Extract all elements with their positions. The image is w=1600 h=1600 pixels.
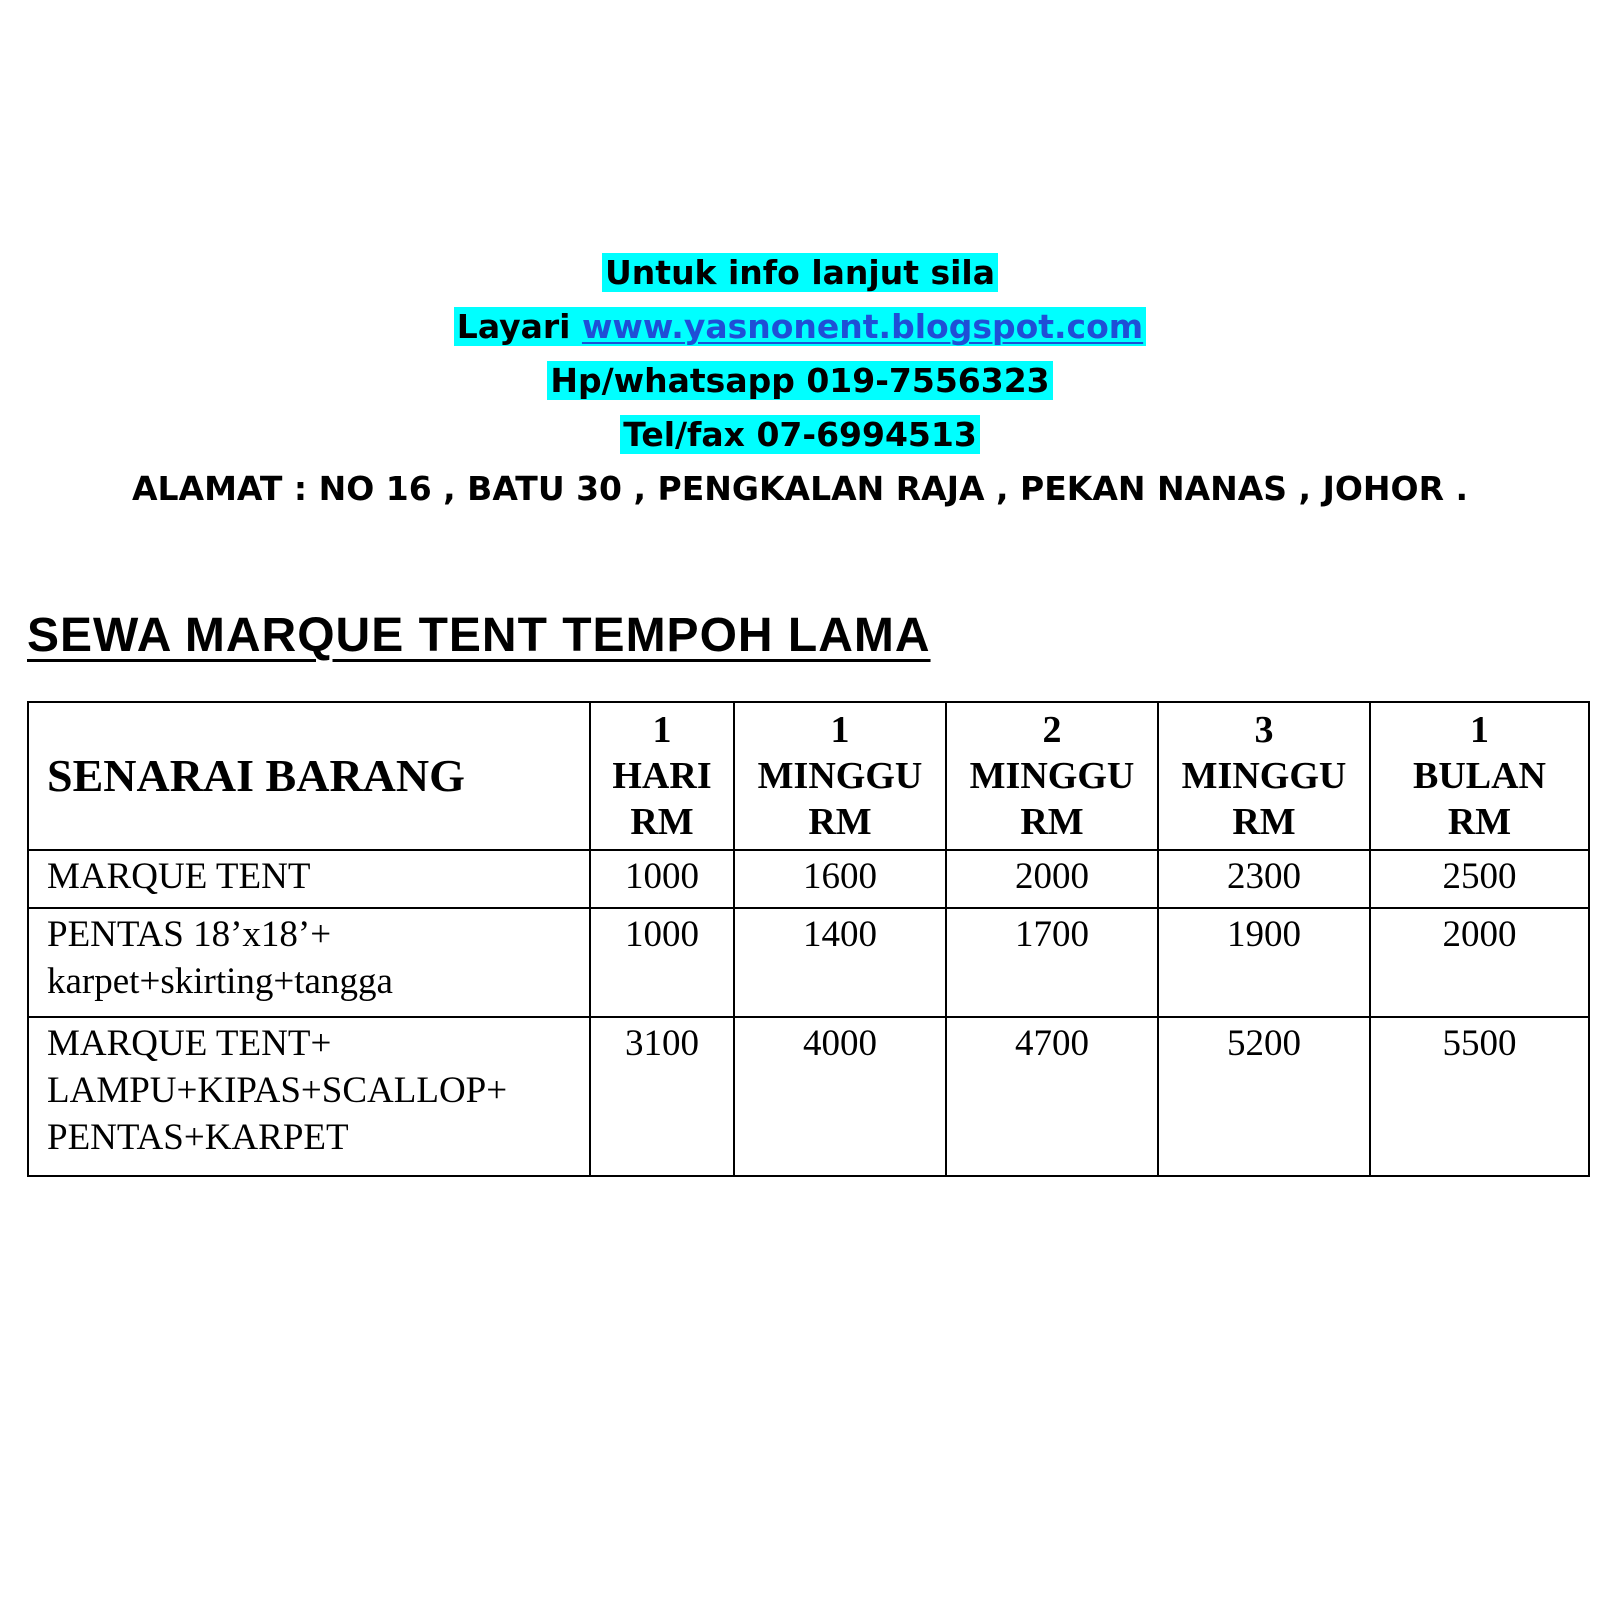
website-highlight bbox=[454, 307, 1146, 346]
price-cell: 1400 bbox=[734, 908, 946, 1017]
whatsapp-text: Hp/whatsapp 019-7556323 bbox=[547, 361, 1052, 400]
column-unit: MINGGU bbox=[757, 755, 923, 797]
page-title: SEWA MARQUE TENT TEMPOH LAMA bbox=[27, 609, 931, 662]
price-cell: 1000 bbox=[590, 908, 734, 1017]
table-row bbox=[28, 1017, 1589, 1176]
website-link[interactable]: www.yasnonent.blogspot.com bbox=[581, 307, 1144, 346]
column-unit: BULAN bbox=[1412, 755, 1547, 797]
contact-line-whatsapp bbox=[0, 354, 1600, 408]
column-currency: RM bbox=[1020, 801, 1084, 843]
column-header-3-minggu bbox=[1158, 702, 1370, 850]
item-line: MARQUE TENT+ bbox=[47, 1023, 332, 1064]
contact-line-info bbox=[0, 246, 1600, 300]
price-cell: 5200 bbox=[1158, 1017, 1370, 1176]
item-line: karpet+skirting+tangga bbox=[47, 961, 393, 1002]
column-currency: RM bbox=[1232, 801, 1296, 843]
table-header-row bbox=[28, 702, 1589, 850]
telfax-text: Tel/fax 07-6994513 bbox=[620, 415, 980, 454]
price-cell: 1900 bbox=[1158, 908, 1370, 1017]
column-unit: HARI bbox=[612, 755, 712, 797]
contact-line-website bbox=[0, 300, 1600, 354]
price-cell: 2000 bbox=[946, 850, 1158, 908]
price-cell: 2000 bbox=[1370, 908, 1589, 1017]
column-qty: 1 bbox=[652, 709, 672, 751]
item-line: MARQUE TENT bbox=[47, 856, 311, 897]
item-cell bbox=[28, 1017, 590, 1176]
address-text: ALAMAT : NO 16 , BATU 30 , PENGKALAN RAJA , PEKAN NANAS , JOHOR . bbox=[131, 469, 1469, 508]
table-row bbox=[28, 908, 1589, 1017]
price-cell: 5500 bbox=[1370, 1017, 1589, 1176]
column-unit: MINGGU bbox=[969, 755, 1135, 797]
column-unit: MINGGU bbox=[1181, 755, 1347, 797]
price-cell: 2300 bbox=[1158, 850, 1370, 908]
column-header-1-bulan bbox=[1370, 702, 1589, 850]
item-line: PENTAS 18’x18’+ bbox=[47, 914, 332, 955]
price-cell: 3100 bbox=[590, 1017, 734, 1176]
column-qty: 1 bbox=[1470, 709, 1489, 751]
contact-block bbox=[0, 246, 1600, 516]
table-row bbox=[28, 850, 1589, 908]
column-header-1-hari bbox=[590, 702, 734, 850]
price-cell: 4000 bbox=[734, 1017, 946, 1176]
column-currency: RM bbox=[808, 801, 872, 843]
price-cell: 1600 bbox=[734, 850, 946, 908]
item-column-header: SENARAI BARANG bbox=[28, 702, 590, 850]
price-cell: 1000 bbox=[590, 850, 734, 908]
website-prefix: Layari bbox=[456, 307, 582, 346]
contact-line-telfax bbox=[0, 408, 1600, 462]
column-header-1-minggu bbox=[734, 702, 946, 850]
item-cell bbox=[28, 850, 590, 908]
column-currency: RM bbox=[1447, 801, 1512, 843]
column-qty: 3 bbox=[1254, 709, 1274, 751]
column-qty: 1 bbox=[830, 709, 850, 751]
info-text: Untuk info lanjut sila bbox=[602, 253, 998, 292]
item-line: LAMPU+KIPAS+SCALLOP+ bbox=[47, 1070, 508, 1111]
item-line: PENTAS+KARPET bbox=[47, 1117, 349, 1158]
column-qty: 2 bbox=[1042, 709, 1062, 751]
price-cell: 1700 bbox=[946, 908, 1158, 1017]
column-currency: RM bbox=[630, 801, 694, 843]
price-cell: 4700 bbox=[946, 1017, 1158, 1176]
price-cell: 2500 bbox=[1370, 850, 1589, 908]
price-table bbox=[27, 701, 1590, 1177]
item-cell bbox=[28, 908, 590, 1017]
column-header-2-minggu bbox=[946, 702, 1158, 850]
